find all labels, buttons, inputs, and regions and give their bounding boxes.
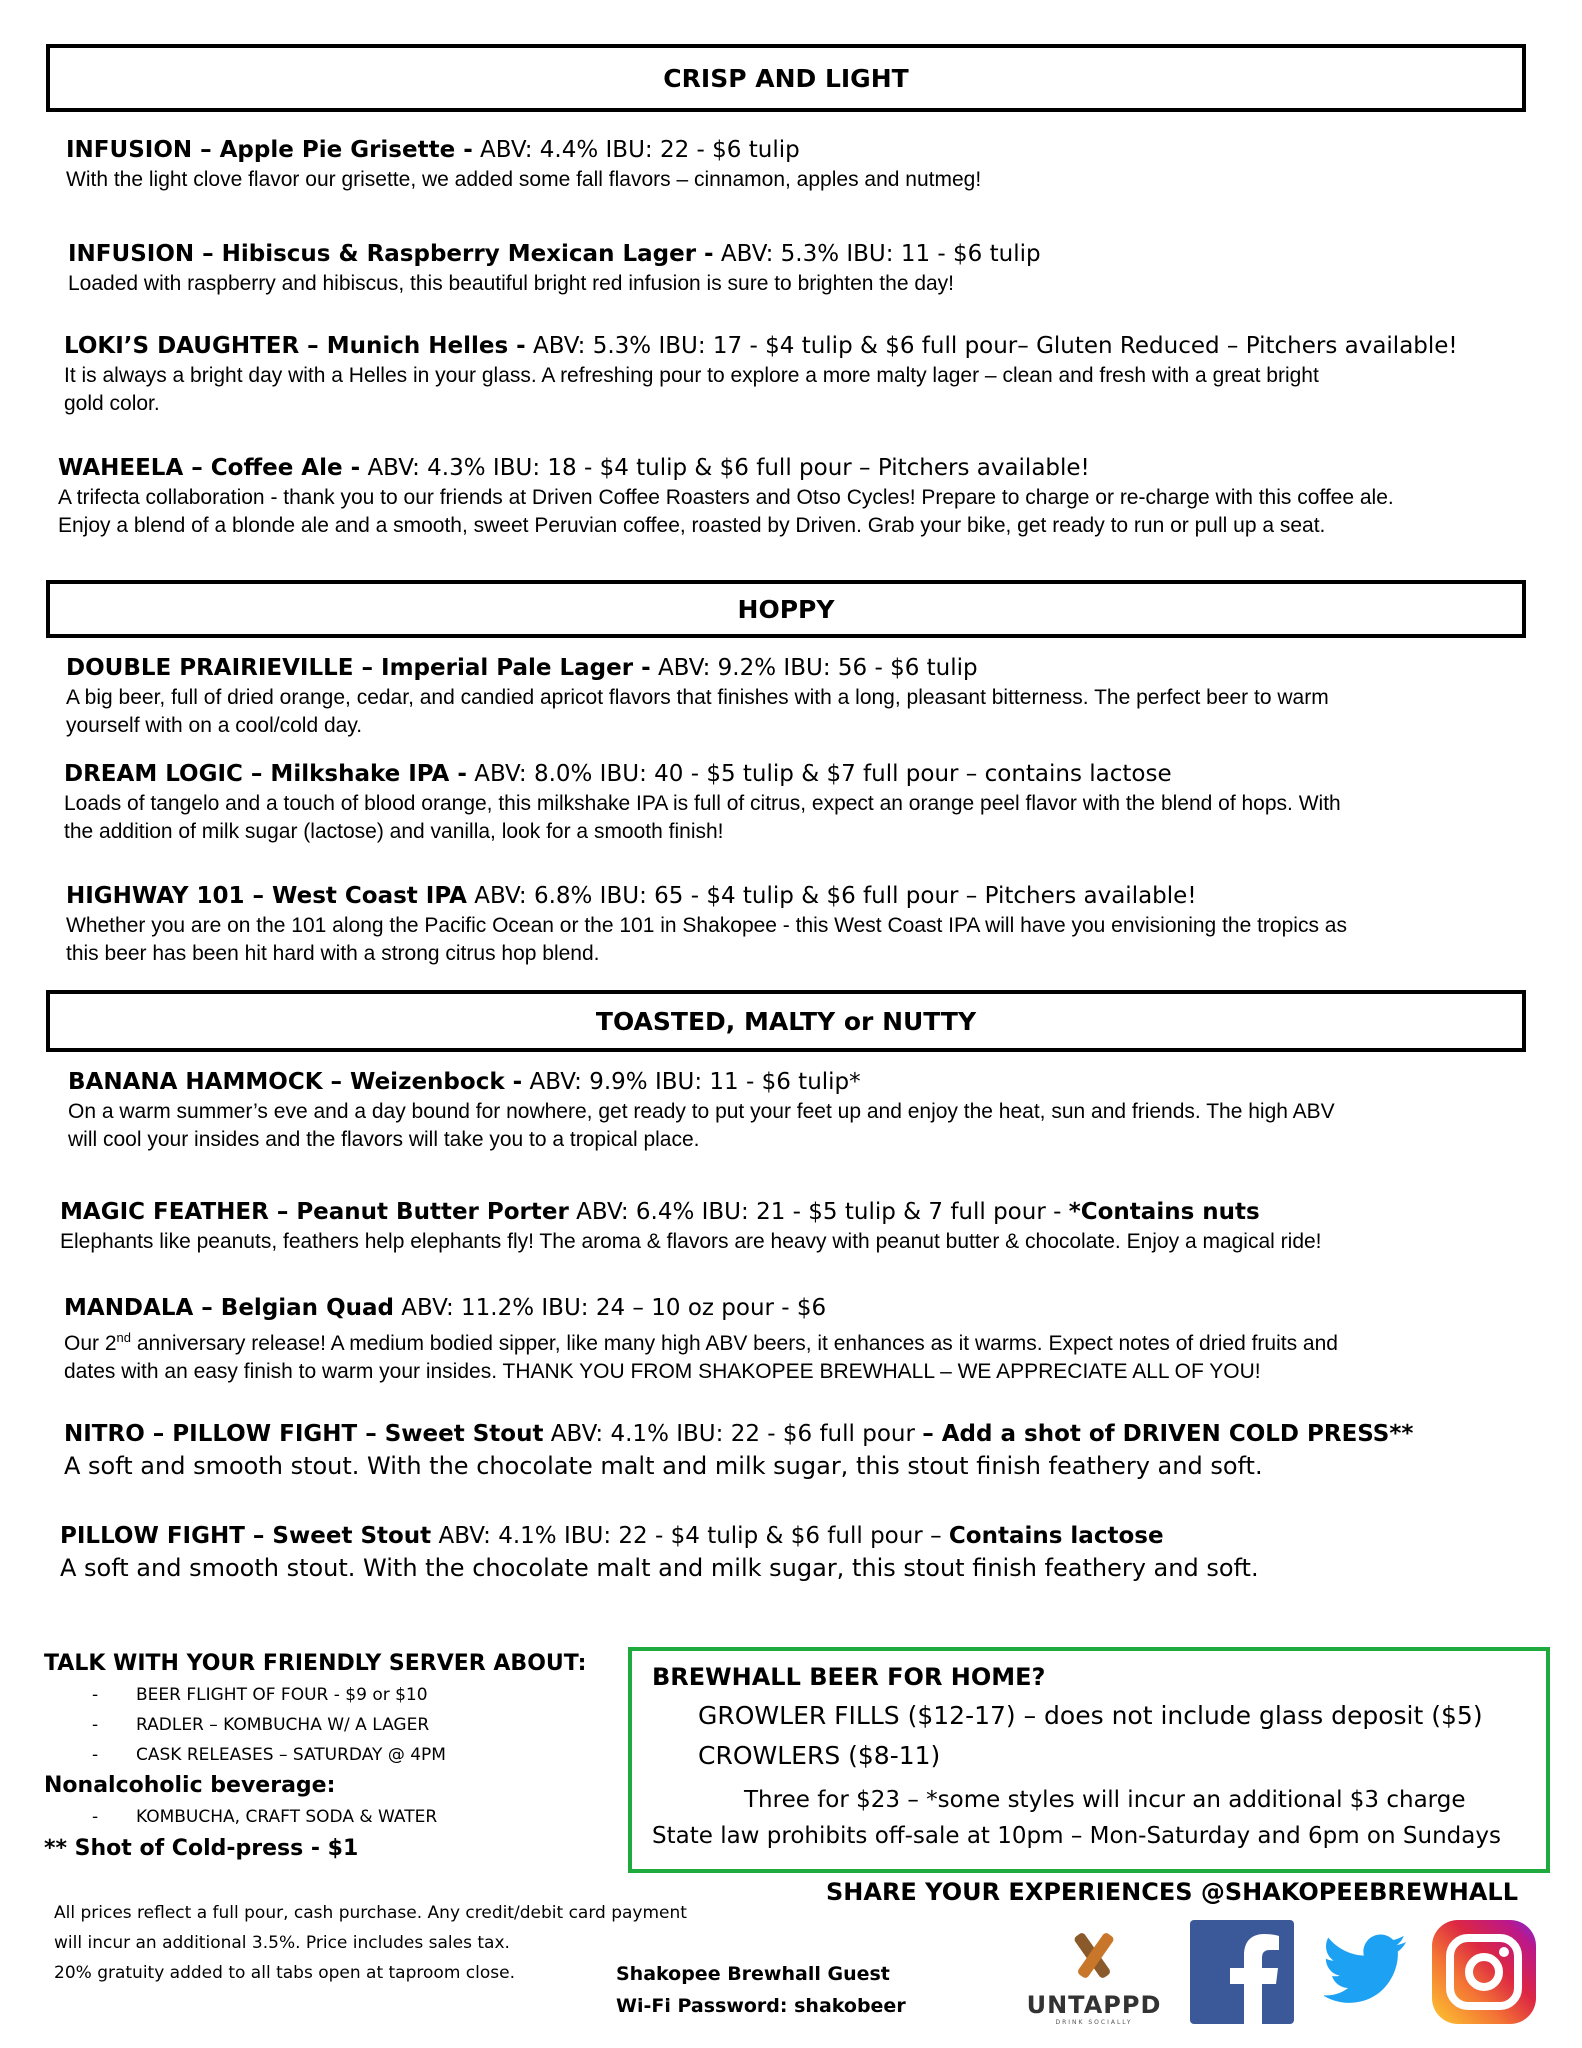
server-list xyxy=(44,1680,586,1770)
untappd-logo[interactable] xyxy=(1024,1924,1164,2024)
fine-line: 20% gratuity added to all tabs open at taproom close. xyxy=(54,1963,515,1983)
beer-description: It is always a bright day with a Helles in your glass. A refreshing pour to explore a more malty lager – clean and fresh with a great bright xyxy=(64,364,1319,387)
beer-description: will cool your insides and the flavors will take you to a tropical place. xyxy=(68,1128,700,1151)
state-law: State law prohibits off-sale at 10pm – Mon-Saturday and 6pm on Sundays xyxy=(652,1823,1501,1849)
untappd-tagline: DRINK SOCIALLY xyxy=(1055,2019,1133,2026)
beer-name: DREAM LOGIC – Milkshake IPA - xyxy=(64,761,467,787)
beer-note: *Contains nuts xyxy=(1068,1199,1260,1225)
beer-details: ABV: 6.8% IBU: 65 - $4 tulip & $6 full pour – Pitchers available! xyxy=(466,883,1197,909)
beer-details: ABV: 4.4% IBU: 22 - $6 tulip xyxy=(472,137,800,163)
beer-title xyxy=(66,880,1566,912)
beer-item xyxy=(68,1066,1568,1154)
beer-name: INFUSION – Apple Pie Grisette - xyxy=(66,137,473,163)
fine-line: All prices reflect a full pour, cash purchase. Any credit/debit card payment xyxy=(54,1903,687,1923)
beer-description: the addition of milk sugar (lactose) and vanilla, look for a smooth finish! xyxy=(64,820,724,843)
beer-description: yourself with on a cool/cold day. xyxy=(66,714,363,737)
beer-name: MAGIC FEATHER – Peanut Butter Porter xyxy=(60,1199,569,1225)
wifi-network: Shakopee Brewhall Guest xyxy=(616,1963,890,1985)
beer-details: ABV: 4.1% IBU: 22 - $6 full pour xyxy=(543,1421,923,1447)
beer-description: On a warm summer’s eve and a day bound for nowhere, get ready to put your feet up and enjoy the heat, sun and friends. The high ABV xyxy=(68,1100,1335,1123)
beer-item xyxy=(66,880,1566,968)
server-info xyxy=(44,1648,586,1866)
list-item: - BEER FLIGHT OF FOUR - $9 or $10 xyxy=(44,1680,586,1710)
home-heading: BREWHALL BEER FOR HOME? xyxy=(652,1663,1046,1691)
beer-title xyxy=(64,1292,1564,1324)
beer-item xyxy=(58,452,1558,540)
beer-details: ABV: 4.3% IBU: 18 - $4 tulip & $6 full pour – Pitchers available! xyxy=(360,455,1090,481)
beer-title xyxy=(60,1520,1560,1552)
section-header-toasted xyxy=(46,990,1526,1052)
untappd-icon xyxy=(1024,1924,1164,1986)
beer-details: ABV: 9.9% IBU: 11 - $6 tulip* xyxy=(522,1069,861,1095)
beer-item xyxy=(68,238,1568,298)
section-header-hoppy xyxy=(46,580,1526,638)
section-title: HOPPY xyxy=(737,595,835,624)
beer-title xyxy=(68,1066,1568,1098)
instagram-icon[interactable] xyxy=(1432,1920,1536,2024)
beer-name: HIGHWAY 101 – West Coast IPA xyxy=(66,883,467,909)
beer-name: MANDALA – Belgian Quad xyxy=(64,1295,394,1321)
list-item: - RADLER – KOMBUCHA W/ A LAGER xyxy=(44,1710,586,1740)
beer-details: ABV: 8.0% IBU: 40 - $5 tulip & $7 full pour – contains lactose xyxy=(466,761,1172,787)
beer-item xyxy=(66,134,1566,194)
beer-description: Whether you are on the 101 along the Pacific Ocean or the 101 in Shakopee - this West Coast IPA will have you envisioning the tropics as xyxy=(66,914,1347,937)
section-header-crisp xyxy=(46,44,1526,112)
beer-name: NITRO – PILLOW FIGHT – Sweet Stout xyxy=(64,1421,544,1447)
beer-title xyxy=(66,652,1566,684)
fine-line: will incur an additional 3.5%. Price includes sales tax. xyxy=(54,1933,510,1953)
list-item: - KOMBUCHA, CRAFT SODA & WATER xyxy=(44,1802,586,1832)
beer-details: ABV: 9.2% IBU: 56 - $6 tulip xyxy=(650,655,978,681)
beer-description: gold color. xyxy=(64,392,160,415)
beer-title xyxy=(64,1418,1564,1450)
facebook-icon[interactable] xyxy=(1190,1920,1294,2024)
beer-details: ABV: 11.2% IBU: 24 – 10 oz pour - $6 xyxy=(393,1295,827,1321)
wifi-info xyxy=(616,1958,906,2022)
section-title: TOASTED, MALTY or NUTTY xyxy=(595,1007,977,1036)
beer-item xyxy=(60,1196,1560,1256)
server-heading: TALK WITH YOUR FRIENDLY SERVER ABOUT: xyxy=(44,1651,587,1676)
beer-for-home-box xyxy=(628,1647,1550,1873)
twitter-icon[interactable] xyxy=(1324,1934,1408,2006)
beer-item xyxy=(64,1292,1564,1386)
beer-title xyxy=(60,1196,1560,1228)
beer-name: WAHEELA – Coffee Ale - xyxy=(58,455,361,481)
beer-item xyxy=(64,758,1564,846)
desc-part: Our 2 xyxy=(64,1332,117,1355)
desc-superscript: nd xyxy=(116,1330,131,1345)
beer-description: Enjoy a blend of a blonde ale and a smooth, sweet Peruvian coffee, roasted by Driven. Grab your bike, get ready to run or pull up a seat. xyxy=(58,514,1326,537)
beer-title xyxy=(58,452,1558,484)
desc-part: anniversary release! A medium bodied sipper, like many high ABV beers, it enhances as it warms. Expect notes of dried fruits and xyxy=(131,1332,1338,1355)
beer-name: PILLOW FIGHT – Sweet Stout xyxy=(60,1523,432,1549)
beer-note: – Add a shot of DRIVEN COLD PRESS** xyxy=(922,1421,1414,1447)
beer-description: A soft and smooth stout. With the chocolate malt and milk sugar, this stout finish feathery and soft. xyxy=(64,1452,1263,1480)
beer-item xyxy=(64,1418,1564,1482)
beer-title xyxy=(64,330,1564,362)
beer-item xyxy=(64,330,1564,418)
beer-name: INFUSION – Hibiscus & Raspberry Mexican Lager - xyxy=(68,241,714,267)
beer-description: A trifecta collaboration - thank you to our friends at Driven Coffee Roasters and Otso Cycles! Prepare to charge or re-charge with this coffee ale. xyxy=(58,486,1394,509)
beer-item xyxy=(60,1520,1560,1584)
beer-description: Loaded with raspberry and hibiscus, this beautiful bright red infusion is sure to brighten the day! xyxy=(68,272,955,295)
beer-description: With the light clove flavor our grisette, we added some fall flavors – cinnamon, apples and nutmeg! xyxy=(66,168,982,191)
three-for-deal: Three for $23 – *some styles will incur an additional $3 charge xyxy=(744,1787,1466,1813)
beer-description: A soft and smooth stout. With the chocolate malt and milk sugar, this stout finish feathery and soft. xyxy=(60,1554,1259,1582)
beer-description: dates with an easy finish to warm your insides. THANK YOU FROM SHAKOPEE BREWHALL – WE APPRECIATE ALL OF YOU! xyxy=(64,1360,1261,1383)
nonalc-list xyxy=(44,1802,586,1832)
beer-details: ABV: 5.3% IBU: 11 - $6 tulip xyxy=(713,241,1041,267)
beer-description xyxy=(64,1324,1564,1358)
beer-description: A big beer, full of dried orange, cedar, and candied apricot flavors that finishes with a long, pleasant bitterness. The perfect beer to warm xyxy=(66,686,1329,709)
share-heading: SHARE YOUR EXPERIENCES @SHAKOPEEBREWHALL xyxy=(826,1878,1518,1906)
list-item: - CASK RELEASES – SATURDAY @ 4PM xyxy=(44,1740,586,1770)
section-title: CRISP AND LIGHT xyxy=(663,64,909,93)
fine-print xyxy=(54,1898,687,1988)
beer-description: this beer has been hit hard with a strong citrus hop blend. xyxy=(66,942,600,965)
growler-fills: GROWLER FILLS ($12-17) – does not include glass deposit ($5) xyxy=(698,1701,1483,1730)
beer-title xyxy=(68,238,1568,270)
coldpress-price: ** Shot of Cold-press - $1 xyxy=(44,1836,359,1861)
beer-name: LOKI’S DAUGHTER – Munich Helles - xyxy=(64,333,526,359)
beer-name: BANANA HAMMOCK – Weizenbock - xyxy=(68,1069,523,1095)
beer-details: ABV: 5.3% IBU: 17 - $4 tulip & $6 full pour– Gluten Reduced – Pitchers available! xyxy=(525,333,1458,359)
beer-details: ABV: 6.4% IBU: 21 - $5 tulip & 7 full pour - xyxy=(568,1199,1069,1225)
beer-title xyxy=(64,758,1564,790)
untappd-wordmark: UNTAPPD xyxy=(1026,1991,1162,2019)
nonalc-heading: Nonalcoholic beverage: xyxy=(44,1773,336,1798)
beer-description: Elephants like peanuts, feathers help elephants fly! The aroma & flavors are heavy with peanut butter & chocolate. Enjoy a magical ride! xyxy=(60,1230,1322,1253)
beer-name: DOUBLE PRAIRIEVILLE – Imperial Pale Lager - xyxy=(66,655,651,681)
wifi-password: Wi-Fi Password: shakobeer xyxy=(616,1995,906,2017)
crowlers: CROWLERS ($8-11) xyxy=(698,1741,941,1770)
beer-title xyxy=(66,134,1566,166)
beer-item xyxy=(66,652,1566,740)
beer-note: Contains lactose xyxy=(948,1523,1164,1549)
beer-description: Loads of tangelo and a touch of blood orange, this milkshake IPA is full of citrus, expect an orange peel flavor with the blend of hops. With xyxy=(64,792,1341,815)
beer-details: ABV: 4.1% IBU: 22 - $4 tulip & $6 full pour – xyxy=(431,1523,949,1549)
